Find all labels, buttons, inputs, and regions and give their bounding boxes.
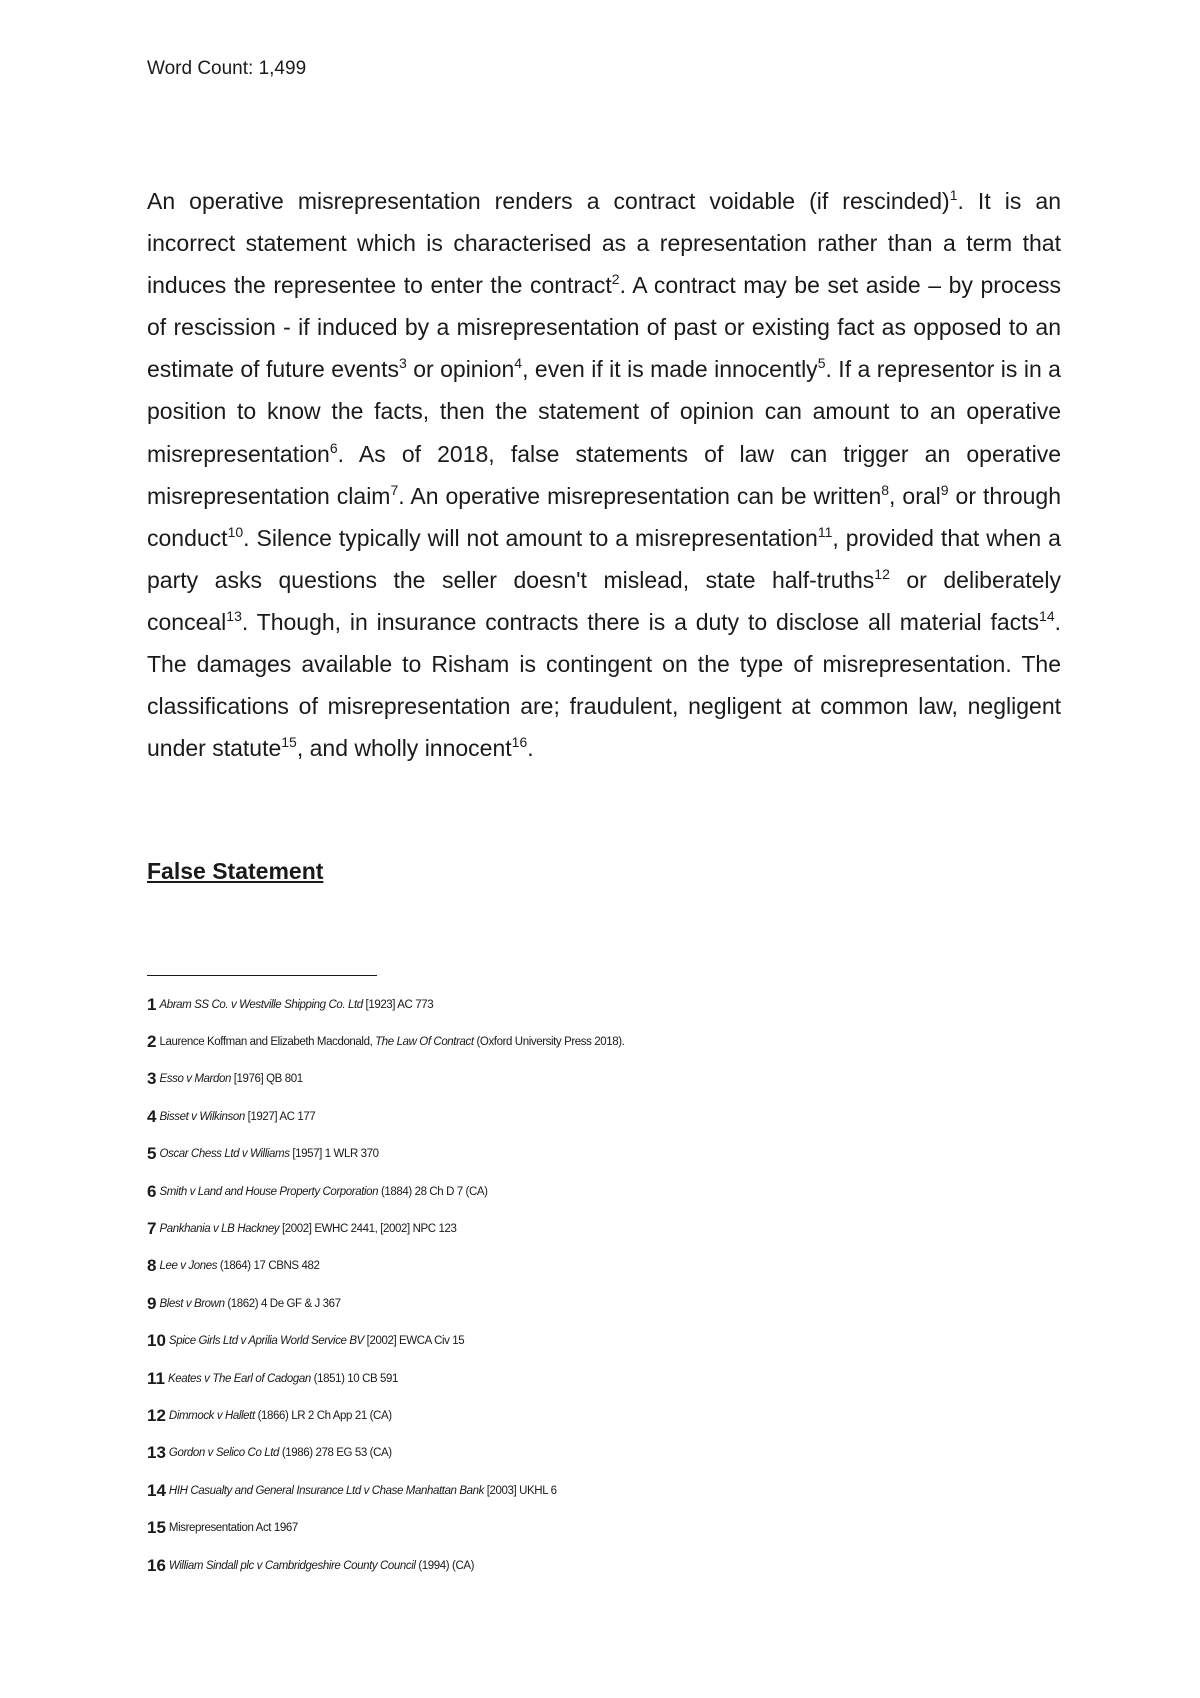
footnote-ref[interactable]: 11 — [817, 523, 833, 540]
footnote-citation: (1866) LR 2 Ch App 21 (CA) — [254, 1409, 392, 1422]
footnote-separator — [147, 975, 377, 976]
footnote-list — [147, 986, 1047, 1584]
footnote-ref[interactable]: 4 — [514, 355, 523, 372]
body-paragraph — [147, 180, 1061, 769]
footnote-text — [159, 1148, 378, 1160]
footnote-case-name: The Law Of Contract — [375, 1036, 474, 1049]
body-text-run: or through conduct — [147, 482, 1061, 551]
footnote-item — [147, 1547, 1047, 1584]
footnote-citation: Misrepresentation Act 1967 — [168, 1522, 298, 1535]
footnote-case-name: Lee v Jones — [159, 1260, 218, 1273]
footnote-ref[interactable]: 8 — [881, 481, 890, 498]
footnote-case-name: Keates v The Earl of Cadogan — [167, 1372, 311, 1385]
footnote-text — [159, 999, 433, 1011]
footnote-item — [147, 1248, 1047, 1285]
section-heading: False Statement — [147, 858, 324, 884]
footnote-text — [159, 1036, 624, 1048]
footnote-case-name: Pankhania v LB Hackney — [159, 1223, 280, 1236]
footnote-number[interactable]: 2 — [147, 1032, 157, 1052]
footnote-number[interactable]: 8 — [147, 1256, 157, 1276]
footnote-text — [159, 1298, 340, 1310]
footnote-ref[interactable]: 1 — [949, 187, 958, 203]
footnote-citation: [1923] AC 773 — [362, 998, 434, 1011]
footnote-text — [169, 1485, 557, 1497]
footnote-ref[interactable]: 15 — [281, 734, 297, 751]
footnote-text — [159, 1223, 456, 1235]
body-text-run: An operative misrepresentation renders a contract voidable (if rescinded) — [147, 188, 950, 214]
footnote-ref[interactable]: 12 — [874, 565, 890, 582]
footnote-ref[interactable]: 16 — [511, 734, 528, 751]
body-text-run: . — [527, 735, 534, 762]
footnote-number[interactable]: 15 — [147, 1518, 166, 1538]
footnote-case-name: William Sindall plc v Cambridgeshire County Council — [168, 1559, 416, 1572]
footnote-item — [147, 1173, 1047, 1210]
body-text-run: , even if it is made innocently — [522, 356, 818, 383]
footnote-item — [147, 1061, 1047, 1098]
word-count-label: Word Count: 1,499 — [147, 58, 307, 79]
footnote-item — [147, 1285, 1047, 1322]
footnote-number[interactable]: 6 — [147, 1181, 157, 1201]
footnote-ref[interactable]: 3 — [399, 355, 407, 372]
footnote-citation: [2003] UKHL 6 — [483, 1484, 557, 1497]
body-text-run: , oral — [889, 482, 941, 509]
footnote-case-name: Oscar Chess Ltd v Williams — [159, 1148, 290, 1161]
footnote-citation: (1862) 4 De GF & J 367 — [224, 1297, 341, 1310]
footnote-number[interactable]: 9 — [147, 1293, 157, 1313]
body-text-run: . It is an incorrect statement which is characterised as a representation rather than a term that induces the representee to enter the contract — [147, 188, 1061, 299]
footnote-case-name: Blest v Brown — [159, 1297, 225, 1310]
footnote-number[interactable]: 11 — [147, 1368, 165, 1388]
footnote-citation: (1994) (CA) — [415, 1559, 475, 1572]
footnote-item — [147, 1435, 1047, 1472]
footnote-case-name: Spice Girls Ltd v Aprilia World Service BV — [168, 1335, 364, 1348]
footnote-number[interactable]: 4 — [147, 1106, 157, 1126]
footnote-text — [169, 1410, 392, 1422]
body-text-run: or deliberately conceal — [147, 566, 1061, 635]
footnote-case-name: Bisset v Wilkinson — [159, 1110, 245, 1123]
body-text-run: , and wholly innocent — [296, 735, 512, 762]
footnote-citation: [1976] QB 801 — [230, 1073, 303, 1086]
footnote-case-name: Dimmock v Hallett — [168, 1409, 255, 1422]
footnote-text — [159, 1186, 487, 1198]
footnote-text — [169, 1522, 298, 1534]
footnote-ref[interactable]: 2 — [611, 271, 620, 288]
footnote-citation: (1864) 17 CBNS 482 — [217, 1260, 320, 1273]
footnote-item — [147, 1023, 1047, 1060]
footnote-text — [159, 1111, 315, 1123]
body-text-run: . Though, in insurance contracts there is a duty to disclose all material facts — [241, 608, 1040, 635]
footnote-text — [168, 1373, 398, 1385]
footnote-text — [159, 1073, 302, 1085]
footnote-number[interactable]: 16 — [147, 1555, 166, 1575]
footnote-citation: (1884) 28 Ch D 7 (CA) — [378, 1185, 488, 1198]
footnote-citation: [1927] AC 177 — [244, 1110, 316, 1123]
body-text-run: . An operative misrepresentation can be written — [398, 482, 882, 509]
footnote-item — [147, 1323, 1047, 1360]
footnote-text — [159, 1260, 319, 1272]
footnote-ref[interactable]: 7 — [390, 481, 399, 498]
footnote-number[interactable]: 13 — [147, 1443, 166, 1463]
body-text-run: . A contract may be set aside – by process of rescission - if induced by a misrepresentation of past or existing fact as opposed to an estimate of future events — [147, 272, 1062, 383]
footnote-item — [147, 1360, 1047, 1397]
footnote-citation: [2002] EWHC 2441, [2002] NPC 123 — [279, 1223, 457, 1236]
footnote-text — [169, 1560, 474, 1572]
footnote-text — [169, 1447, 392, 1459]
footnote-ref[interactable]: 9 — [940, 481, 949, 498]
footnote-number[interactable]: 5 — [147, 1144, 157, 1164]
footnote-item — [147, 1472, 1047, 1509]
body-text-run: . As of 2018, false statements of law can trigger an operative misrepresentation claim — [147, 440, 1061, 509]
footnote-item — [147, 1136, 1047, 1173]
footnote-item — [147, 1509, 1047, 1546]
footnote-citation: (1851) 10 CB 591 — [310, 1372, 399, 1385]
footnote-number[interactable]: 12 — [147, 1405, 166, 1425]
footnote-number[interactable]: 10 — [147, 1331, 166, 1351]
footnote-item — [147, 1210, 1047, 1247]
footnote-citation: [1957] 1 WLR 370 — [289, 1148, 379, 1161]
footnote-ref[interactable]: 14 — [1039, 607, 1055, 624]
footnote-text — [169, 1335, 464, 1347]
footnote-case-name: Esso v Mardon — [159, 1073, 231, 1086]
body-text-run: . Silence typically will not amount to a misrepresentation — [243, 524, 818, 551]
footnote-ref[interactable]: 13 — [226, 607, 242, 624]
footnote-number[interactable]: 7 — [147, 1219, 157, 1239]
body-text-run: , provided that when a party asks questions the seller doesn't mislead, state half-truths — [147, 524, 1061, 593]
body-text-run: or opinion — [406, 356, 515, 383]
footnote-case-name: Smith v Land and House Property Corporation — [159, 1185, 379, 1198]
body-text-run: . The damages available to Risham is contingent on the type of misrepresentation. The classifications of misrepresentation are; fraudulent, negligent at common law, negligent under statute — [147, 608, 1061, 762]
footnote-case-name: Abram SS Co. v Westville Shipping Co. Ltd — [159, 998, 363, 1011]
footnote-ref[interactable]: 10 — [227, 523, 244, 540]
footnote-ref[interactable]: 5 — [817, 355, 826, 372]
footnote-case-name: Gordon v Selico Co Ltd — [168, 1447, 280, 1460]
footnote-number[interactable]: 1 — [147, 994, 157, 1014]
footnote-number[interactable]: 14 — [147, 1480, 166, 1500]
footnote-citation: [2002] EWCA Civ 15 — [363, 1335, 465, 1348]
footnote-item — [147, 986, 1047, 1023]
footnote-item — [147, 1098, 1047, 1135]
footnote-citation: (Oxford University Press 2018). — [473, 1036, 625, 1049]
footnote-citation: Laurence Koffman and Elizabeth Macdonald, — [159, 1036, 376, 1049]
footnote-number[interactable]: 3 — [147, 1069, 157, 1089]
footnote-ref[interactable]: 6 — [329, 439, 338, 456]
footnote-item — [147, 1397, 1047, 1434]
footnote-case-name: HIH Casualty and General Insurance Ltd v Chase Manhattan Bank — [168, 1484, 484, 1497]
body-text-run: . If a representor is in a position to know the facts, then the statement of opinion can amount to an operative misrepresentation — [147, 356, 1061, 467]
footnote-citation: (1986) 278 EG 53 (CA) — [279, 1447, 392, 1460]
